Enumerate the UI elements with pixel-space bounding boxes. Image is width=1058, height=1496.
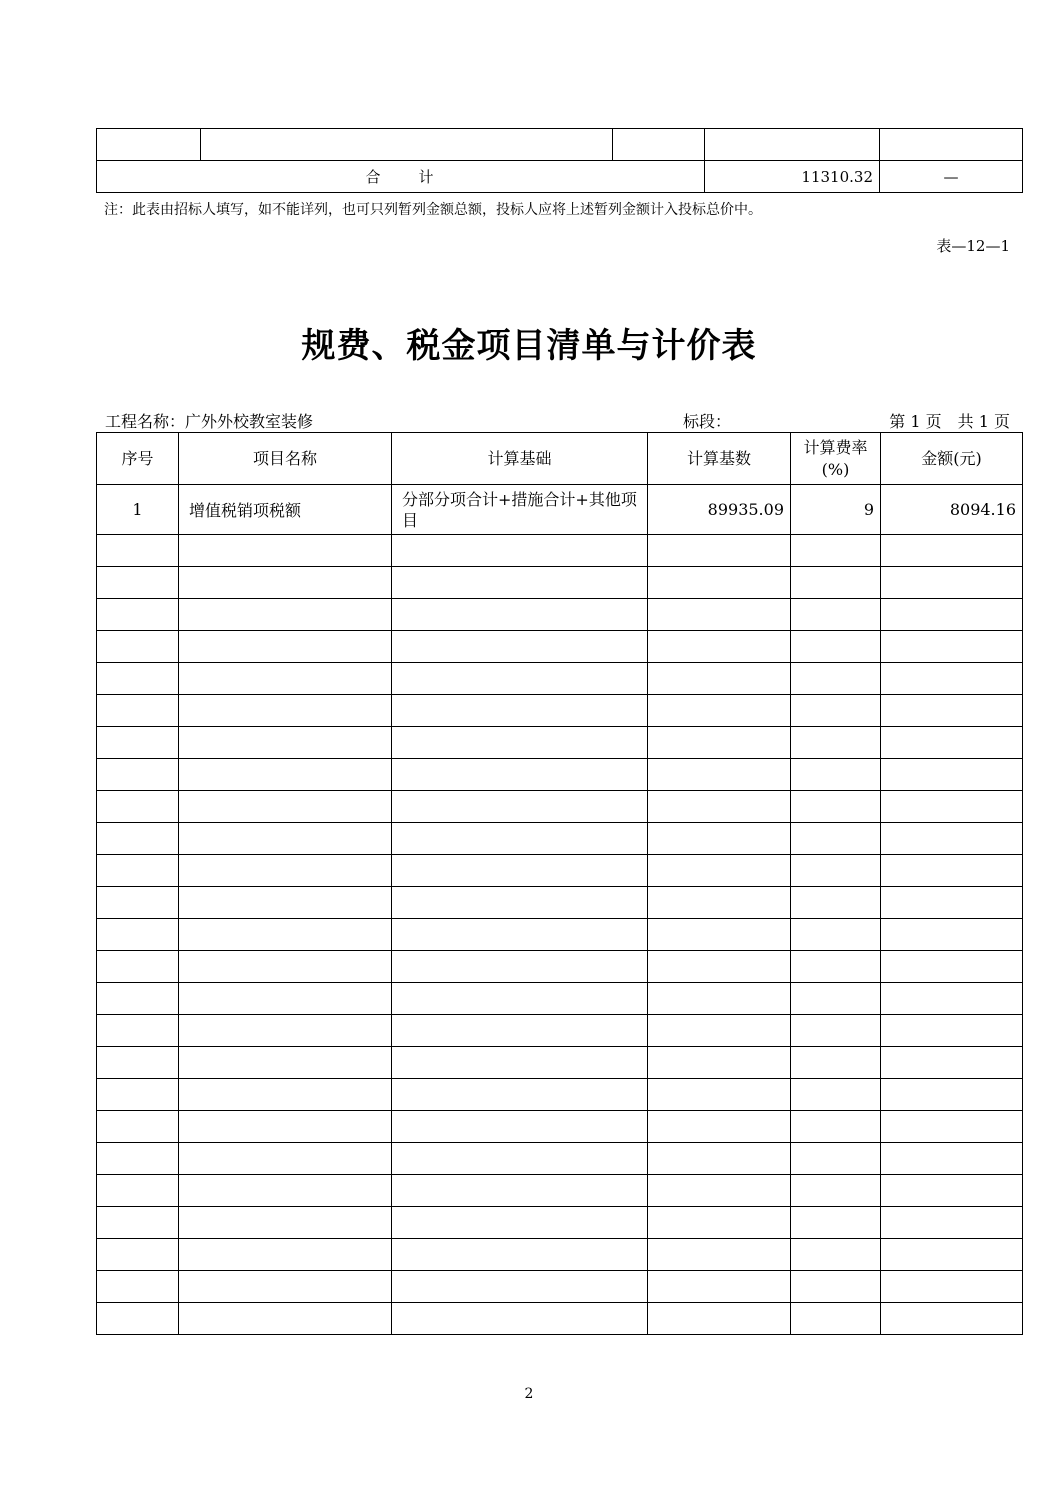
table-cell	[791, 1047, 881, 1079]
table-cell	[97, 1143, 179, 1175]
table-cell	[880, 129, 1023, 161]
table-cell	[791, 1303, 881, 1335]
table-cell	[791, 535, 881, 567]
table-cell	[179, 823, 392, 855]
table-row-empty	[97, 727, 1023, 759]
table-cell	[179, 1079, 392, 1111]
fee-tax-table	[96, 432, 1023, 1335]
table-cell	[881, 983, 1023, 1015]
table-row-empty	[97, 919, 1023, 951]
table-cell	[392, 855, 648, 887]
table-cell	[97, 1207, 179, 1239]
table-cell	[648, 983, 791, 1015]
page-info: 第 1 页 共 1 页	[889, 412, 1010, 431]
table-cell	[97, 1271, 179, 1303]
table-cell	[648, 727, 791, 759]
table-row-empty	[97, 1175, 1023, 1207]
table-cell	[881, 1143, 1023, 1175]
table-cell	[392, 887, 648, 919]
table-cell	[648, 1303, 791, 1335]
table-row	[97, 129, 1023, 161]
table-cell	[881, 695, 1023, 727]
table-cell	[648, 663, 791, 695]
table-cell	[791, 1175, 881, 1207]
table-cell	[791, 791, 881, 823]
table-cell	[648, 823, 791, 855]
table-row-empty	[97, 759, 1023, 791]
table-cell	[392, 1143, 648, 1175]
table-cell	[179, 1175, 392, 1207]
table-cell	[97, 535, 179, 567]
table-cell	[97, 1079, 179, 1111]
cell-calc-base-amount: 89935.09	[648, 485, 791, 535]
table-cell	[179, 567, 392, 599]
table-cell	[392, 599, 648, 631]
table-cell	[179, 983, 392, 1015]
table-cell	[97, 599, 179, 631]
table-cell	[791, 727, 881, 759]
table-row-empty	[97, 535, 1023, 567]
table-cell	[97, 1239, 179, 1271]
table-cell	[392, 823, 648, 855]
table-cell	[179, 1111, 392, 1143]
table-cell	[97, 1175, 179, 1207]
table-cell	[648, 1047, 791, 1079]
table-cell	[392, 1271, 648, 1303]
table-cell	[179, 1015, 392, 1047]
table-cell	[648, 1079, 791, 1111]
cell-rate: 9	[791, 485, 881, 535]
total-amount: 11310.32	[705, 161, 880, 193]
table-row-empty	[97, 1015, 1023, 1047]
table-cell	[881, 887, 1023, 919]
table-row-empty	[97, 951, 1023, 983]
table-cell	[791, 1239, 881, 1271]
table-cell	[791, 855, 881, 887]
table-cell	[392, 1207, 648, 1239]
table-cell	[881, 599, 1023, 631]
table-row-empty	[97, 599, 1023, 631]
table-cell	[648, 599, 791, 631]
table-cell	[881, 631, 1023, 663]
table-cell	[179, 791, 392, 823]
table-cell	[179, 855, 392, 887]
table-cell	[881, 1047, 1023, 1079]
table-cell	[97, 983, 179, 1015]
table-cell	[392, 663, 648, 695]
header-calc-basis: 计算基础	[392, 433, 648, 485]
table-cell	[179, 1271, 392, 1303]
table-cell	[791, 1143, 881, 1175]
empty-rows	[97, 535, 1023, 1335]
table-cell	[881, 919, 1023, 951]
table-row-empty	[97, 791, 1023, 823]
table-cell	[881, 1239, 1023, 1271]
table-cell	[881, 1271, 1023, 1303]
cell-seq: 1	[97, 485, 179, 535]
total-label-char-2: 计	[418, 168, 436, 186]
table-cell	[179, 1239, 392, 1271]
header-item-name: 项目名称	[179, 433, 392, 485]
table-cell	[881, 663, 1023, 695]
table-cell	[648, 1239, 791, 1271]
table-note: 注：此表由招标人填写，如不能详列，也可只列暂列金额总额，投标人应将上述暂列金额计入投标总价中。	[104, 202, 762, 218]
table-row-empty	[97, 887, 1023, 919]
table-cell	[392, 695, 648, 727]
table-row-empty	[97, 631, 1023, 663]
table-cell	[179, 535, 392, 567]
table-cell	[179, 727, 392, 759]
table-row-empty	[97, 695, 1023, 727]
total-row	[97, 161, 1023, 193]
table-cell	[648, 631, 791, 663]
table-cell	[648, 1111, 791, 1143]
table-cell	[97, 1047, 179, 1079]
table-cell	[648, 855, 791, 887]
table-cell	[179, 1303, 392, 1335]
table-cell	[179, 951, 392, 983]
table-cell	[648, 759, 791, 791]
cell-amount: 8094.16	[881, 485, 1023, 535]
table-cell	[97, 759, 179, 791]
table-cell	[97, 727, 179, 759]
table-cell	[791, 919, 881, 951]
table-cell	[648, 791, 791, 823]
table-row-empty	[97, 567, 1023, 599]
table-cell	[97, 823, 179, 855]
table-cell	[392, 951, 648, 983]
header-calc-base-amount: 计算基数	[648, 433, 791, 485]
table-header-row	[97, 433, 1023, 485]
table-row-empty	[97, 983, 1023, 1015]
table-row	[97, 485, 1023, 535]
table-cell	[881, 855, 1023, 887]
table-cell	[881, 791, 1023, 823]
table-cell	[648, 695, 791, 727]
table-cell	[97, 1015, 179, 1047]
table-cell	[392, 535, 648, 567]
table-cell	[392, 567, 648, 599]
total-label-char-1: 合	[365, 168, 383, 186]
table-cell	[648, 1015, 791, 1047]
table-cell	[881, 1207, 1023, 1239]
table-cell	[97, 567, 179, 599]
table-cell	[791, 599, 881, 631]
table-cell	[179, 759, 392, 791]
table-cell	[881, 727, 1023, 759]
table-cell	[648, 1207, 791, 1239]
table-row-empty	[97, 663, 1023, 695]
table-row-empty	[97, 1047, 1023, 1079]
table-cell	[97, 1111, 179, 1143]
table-cell	[97, 855, 179, 887]
table-cell	[97, 887, 179, 919]
table-cell	[97, 951, 179, 983]
table-cell	[392, 919, 648, 951]
table-cell	[791, 1271, 881, 1303]
cell-item-name: 增值税销项税额	[179, 485, 392, 535]
header-seq: 序号	[97, 433, 179, 485]
table-cell	[791, 823, 881, 855]
table-cell	[791, 1111, 881, 1143]
table-cell	[705, 129, 880, 161]
table-cell	[881, 1015, 1023, 1047]
table-cell	[392, 759, 648, 791]
table-cell	[179, 1047, 392, 1079]
table-cell	[648, 1271, 791, 1303]
table-cell	[392, 1047, 648, 1079]
table-cell	[97, 791, 179, 823]
table-cell	[881, 759, 1023, 791]
table-cell	[392, 1303, 648, 1335]
table-cell	[648, 567, 791, 599]
table-cell	[201, 129, 613, 161]
table-cell	[392, 1079, 648, 1111]
table-row-empty	[97, 855, 1023, 887]
table-cell	[881, 951, 1023, 983]
table-cell	[881, 567, 1023, 599]
table-cell	[392, 1111, 648, 1143]
table-cell	[179, 919, 392, 951]
table-cell	[97, 631, 179, 663]
table-cell	[791, 759, 881, 791]
table-cell	[392, 1175, 648, 1207]
table-cell	[648, 535, 791, 567]
table-cell	[881, 1079, 1023, 1111]
table-cell	[881, 1303, 1023, 1335]
table-cell	[97, 919, 179, 951]
temporary-sum-table-end	[96, 128, 1023, 193]
table-cell	[648, 919, 791, 951]
table-cell	[791, 631, 881, 663]
table-cell	[791, 983, 881, 1015]
table-cell	[179, 631, 392, 663]
table-row-empty	[97, 823, 1023, 855]
table-cell	[179, 887, 392, 919]
table-row-empty	[97, 1303, 1023, 1335]
table-cell	[791, 951, 881, 983]
table-row-empty	[97, 1143, 1023, 1175]
cell-calc-basis: 分部分项合计+措施合计+其他项目	[392, 485, 648, 535]
table-row-empty	[97, 1111, 1023, 1143]
table-cell	[392, 791, 648, 823]
table-cell	[791, 1015, 881, 1047]
section-label: 标段：	[683, 412, 732, 431]
total-remark: —	[880, 161, 1023, 193]
table-cell	[881, 823, 1023, 855]
table-cell	[881, 1111, 1023, 1143]
table-row-empty	[97, 1239, 1023, 1271]
table-row-empty	[97, 1271, 1023, 1303]
table-cell	[881, 535, 1023, 567]
table-cell	[179, 1143, 392, 1175]
table-cell	[392, 631, 648, 663]
table-cell	[179, 599, 392, 631]
table-cell	[648, 887, 791, 919]
table-row-empty	[97, 1079, 1023, 1111]
table-cell	[791, 695, 881, 727]
table-cell	[648, 1143, 791, 1175]
table-cell	[881, 1175, 1023, 1207]
table-cell	[648, 951, 791, 983]
table-cell	[179, 663, 392, 695]
table-cell	[97, 129, 201, 161]
table-cell	[97, 663, 179, 695]
table-cell	[791, 663, 881, 695]
project-name: 工程名称：广外外校教室装修	[105, 412, 314, 431]
header-rate: 计算费率(%)	[791, 433, 881, 485]
table-cell	[613, 129, 705, 161]
table-cell	[392, 727, 648, 759]
table-cell	[97, 1303, 179, 1335]
table-cell	[791, 1207, 881, 1239]
table-cell	[392, 1239, 648, 1271]
table-cell	[179, 1207, 392, 1239]
table-cell	[791, 887, 881, 919]
table-cell	[648, 1175, 791, 1207]
table-cell	[392, 1015, 648, 1047]
table-cell	[791, 567, 881, 599]
table-cell	[791, 1079, 881, 1111]
table-row-empty	[97, 1207, 1023, 1239]
total-label	[97, 161, 705, 193]
table-cell	[97, 695, 179, 727]
table-cell	[179, 695, 392, 727]
table-cell	[392, 983, 648, 1015]
page-title: 规费、税金项目清单与计价表	[301, 326, 757, 366]
table-code: 表—12—1	[936, 237, 1010, 255]
header-amount: 金额(元)	[881, 433, 1023, 485]
page-number: 2	[524, 1386, 534, 1402]
